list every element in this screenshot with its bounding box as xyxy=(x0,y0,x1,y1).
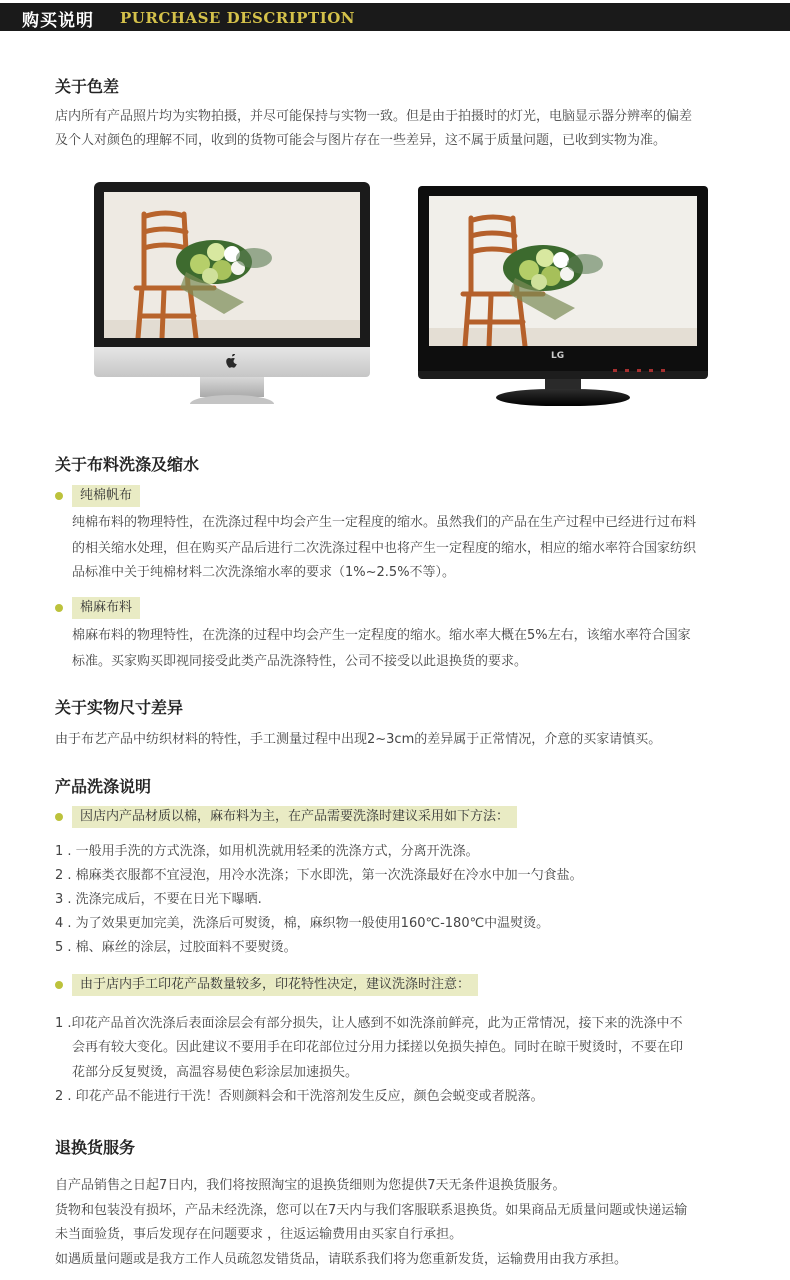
return-line-2: 货物和包装没有损坏，产品未经洗涤，您可以在7天内与我们客服联系退换货。如果商品无质量问题或快递运输 xyxy=(55,1203,688,1218)
color-section-heading: 关于色差 xyxy=(55,77,120,96)
print-item-2: 2 . 印花产品不能进行干洗！否则颜料会和干洗溶剂发生反应，颜色会蜕变或者脱落。 xyxy=(55,1089,544,1104)
chair-flowers-photo xyxy=(104,192,360,338)
header-title-zh: 购买说明 xyxy=(22,11,94,31)
tag-label: 棉麻布料 xyxy=(72,597,140,619)
return-line-1: 自产品销售之日起7日内，我们将按照淘宝的退换货细则为您提供7天无条件退换货服务。 xyxy=(55,1178,566,1193)
linen-line-2: 标准。买家购买即视同接受此类产品洗涤特性，公司不接受以此退换货的要求。 xyxy=(72,654,528,669)
lg-logo: LG xyxy=(551,351,565,361)
color-line-1: 店内所有产品照片均为实物拍摄，并尽可能保持与实物一致。但是由于拍摄时的灯光，电脑显示器分辨率的偏差 xyxy=(55,109,693,124)
header-bar xyxy=(0,3,790,31)
print-item-1c: 花部分反复熨烫，高温容易使色彩涂层加速损失。 xyxy=(72,1065,359,1080)
bullet-dot-icon xyxy=(55,813,63,821)
return-section-heading: 退换货服务 xyxy=(55,1138,136,1157)
header-title-en: PURCHASE DESCRIPTION xyxy=(120,9,355,27)
apple-logo-icon xyxy=(225,354,239,368)
print-item-1b: 会再有较大变化。因此建议不要用手在印花部位过分用力揉搓以免损失掉色。同时在晾干熨烫时，不要在印 xyxy=(72,1040,684,1055)
tag-label: 因店内产品材质以棉，麻布料为主，在产品需要洗涤时建议采用如下方法： xyxy=(72,806,517,828)
return-line-3: 未当面验货，事后发现存在问题要求 ，往返运输费用由买家自行承担。 xyxy=(55,1227,463,1242)
color-line-2: 及个人对颜色的理解不同，收到的货物可能会与图片存在一些差异，这不属于质量问题，已收到实物为准。 xyxy=(55,133,667,148)
wash-item-2: 2 . 棉麻类衣服都不宜浸泡，用冷水洗涤；下水即洗，第一次洗涤最好在冷水中加一勺食盐。 xyxy=(55,868,583,883)
bullet-dot-icon xyxy=(55,492,63,500)
wash-item-4: 4 . 为了效果更加完美，洗涤后可熨烫，棉，麻织物一般使用160℃-180℃中温熨烫。 xyxy=(55,916,550,931)
wash-section-heading: 产品洗涤说明 xyxy=(55,777,152,796)
tag-label: 纯棉帆布 xyxy=(72,485,140,507)
wash-item-3: 3 . 洗涤完成后，不要在日光下曝晒. xyxy=(55,892,262,907)
return-line-4: 如遇质量问题或是我方工作人员疏忽发错货品，请联系我们将为您重新发货，运输费用由我方承担。 xyxy=(55,1252,628,1267)
size-section-heading: 关于实物尺寸差异 xyxy=(55,698,184,717)
lg-monitor-image xyxy=(418,186,708,406)
linen-line-1: 棉麻布料的物理特性，在洗涤的过程中均会产生一定程度的缩水。缩水率大概在5%左右，该缩水率符合国家 xyxy=(72,628,691,643)
cotton-line-2: 的相关缩水处理，但在购买产品后进行二次洗涤过程中也将产生一定程度的缩水，相应的缩水率符合国家纺织 xyxy=(72,541,697,556)
fabric-section-heading: 关于布料洗涤及缩水 xyxy=(55,455,200,474)
wash-item-5: 5 . 棉、麻丝的涂层，过胶面料不要熨烫。 xyxy=(55,940,297,955)
chair-flowers-photo-2 xyxy=(429,196,697,346)
cotton-line-1: 纯棉布料的物理特性，在洗涤过程中均会产生一定程度的缩水。虽然我们的产品在生产过程中已经进行过布料 xyxy=(72,515,697,530)
bullet-dot-icon xyxy=(55,604,63,612)
cotton-line-3: 品标准中关于纯棉材料二次洗涤缩水率的要求（1%~2.5%不等）。 xyxy=(72,565,456,580)
size-text: 由于布艺产品中纺织材料的特性，手工测量过程中出现2~3cm的差异属于正常情况，介意的买家请慎买。 xyxy=(55,732,662,747)
print-item-1a: 1 .印花产品首次洗涤后表面涂层会有部分损失，让人感到不如洗涤前鲜亮，此为正常情况，接下来的洗涤中不 xyxy=(55,1016,683,1031)
bullet-dot-icon xyxy=(55,981,63,989)
wash-item-1: 1 . 一般用手洗的方式洗涤，如用机洗就用轻柔的洗涤方式，分离开洗涤。 xyxy=(55,844,479,859)
tag-label: 由于店内手工印花产品数量较多，印花特性决定，建议洗涤时注意： xyxy=(72,974,478,996)
imac-monitor-image xyxy=(94,182,370,404)
